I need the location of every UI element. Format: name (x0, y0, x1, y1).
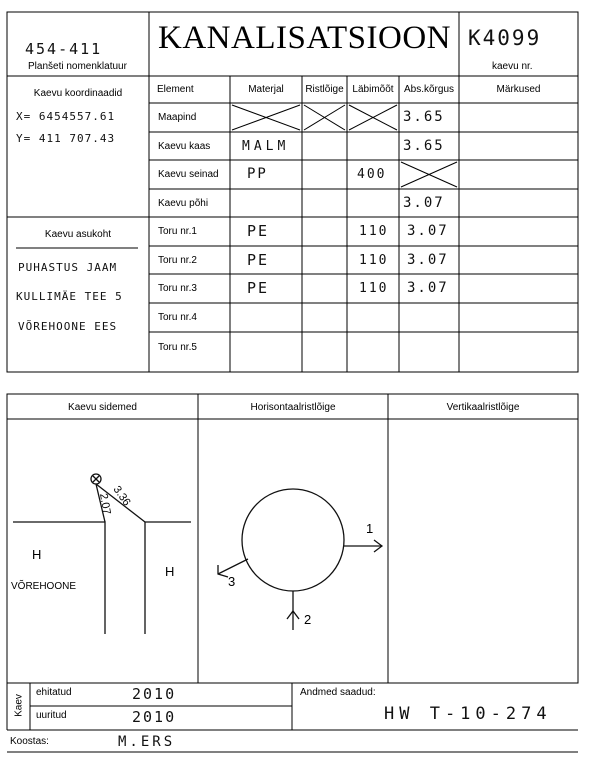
cell-element: Maapind (158, 112, 197, 123)
cell-element: Toru nr.4 (158, 312, 197, 323)
cell-labimoot: 110 (359, 281, 389, 296)
data-source-value: HW T-10-274 (384, 704, 552, 724)
form-title: KANALISATSIOON (158, 20, 451, 56)
header-ristloige: Ristlõige (305, 84, 344, 95)
cell-abs: 3.07 (407, 223, 449, 239)
cell-abs: 3.07 (403, 195, 445, 211)
plansheet-label: Planšeti nomenklatuur (28, 61, 127, 72)
table-row (149, 303, 578, 332)
cell-element: Kaevu kaas (158, 141, 211, 152)
location-label: Kaevu asukoht (44, 229, 112, 240)
cell-element: Kaevu põhi (158, 198, 209, 209)
cell-materjal: MALM (242, 139, 290, 154)
cell-element: Toru nr.2 (158, 255, 197, 266)
author-label: Koostas: (10, 736, 49, 747)
cell-element: Toru nr.1 (158, 226, 197, 237)
cell-labimoot: 400 (357, 167, 387, 182)
building-mark: H (32, 547, 42, 562)
cell-materjal: PE (247, 251, 270, 269)
table-row (149, 246, 578, 274)
pipe-1-label: 1 (366, 521, 374, 536)
measured-label: uuritud (36, 710, 67, 721)
header-element: Element (157, 84, 194, 95)
building-outline (13, 522, 105, 634)
table-row (149, 217, 578, 246)
cell-materjal: PE (247, 279, 270, 297)
data-source-label: Andmed saadud: (300, 687, 376, 698)
cell-abs: 3.07 (407, 280, 449, 296)
cell-abs: 3.07 (407, 252, 449, 268)
tie-distance-1: 3.36 (110, 483, 133, 509)
coordinates-label: Kaevu koordinaadid (33, 88, 123, 99)
well-number-label: kaevu nr. (492, 61, 533, 72)
location-line-1: PUHASTUS JAAM (18, 261, 118, 274)
pipe-3-label: 3 (228, 574, 236, 589)
cell-materjal: PE (247, 222, 270, 240)
cell-labimoot: 110 (359, 253, 389, 268)
location-line-3: VÕREHOONE EES (18, 320, 118, 333)
diagram-title-vertical: Vertikaalristlõige (446, 402, 520, 413)
coordinate-x: X= 6454557.61 (16, 110, 116, 123)
built-value: 2010 (132, 685, 177, 703)
table-row (149, 160, 578, 189)
coordinate-y: Y= 411 707.43 (16, 132, 116, 145)
cell-abs: 3.65 (403, 109, 445, 125)
cell-element: Kaevu seinad (158, 169, 219, 180)
building-name: VÕREHOONE (11, 581, 77, 592)
table-row (149, 132, 578, 160)
diagram-title-ties: Kaevu sidemed (68, 402, 137, 413)
pipe-2-label: 2 (304, 612, 312, 627)
header-labimoot: Läbimõõt (352, 84, 394, 95)
well-label: Kaev (13, 694, 25, 717)
table-row (149, 332, 578, 372)
cell-labimoot: 110 (359, 224, 389, 239)
header-materjal: Materjal (248, 84, 284, 95)
header-markused: Märkused (496, 84, 541, 95)
pipe-3-line (218, 559, 248, 574)
measured-value: 2010 (132, 708, 177, 726)
building-mark: H (165, 564, 175, 579)
built-label: ehitatud (36, 687, 72, 698)
author-value: M.ERS (118, 734, 176, 750)
cell-materjal: PP (247, 166, 268, 182)
header-abs-korgus: Abs.kõrgus (403, 84, 455, 95)
well-circle (242, 489, 344, 591)
well-number-value: K4099 (468, 26, 542, 50)
diagram-title-horizontal: Horisontaalristlõige (250, 402, 336, 413)
horizontal-section-sketch (198, 419, 388, 683)
table-row (149, 189, 578, 217)
plansheet-value: 454-411 (25, 40, 103, 58)
location-line-2: KULLIMÄE TEE 5 (16, 290, 123, 303)
cell-abs: 3.65 (403, 138, 445, 154)
cell-element: Toru nr.3 (158, 283, 197, 294)
tie-distance-2: 2.07 (97, 492, 113, 516)
well-ties-sketch (7, 419, 198, 683)
table-row (149, 274, 578, 303)
table-row (149, 103, 578, 132)
cell-element: Toru nr.5 (158, 342, 197, 353)
